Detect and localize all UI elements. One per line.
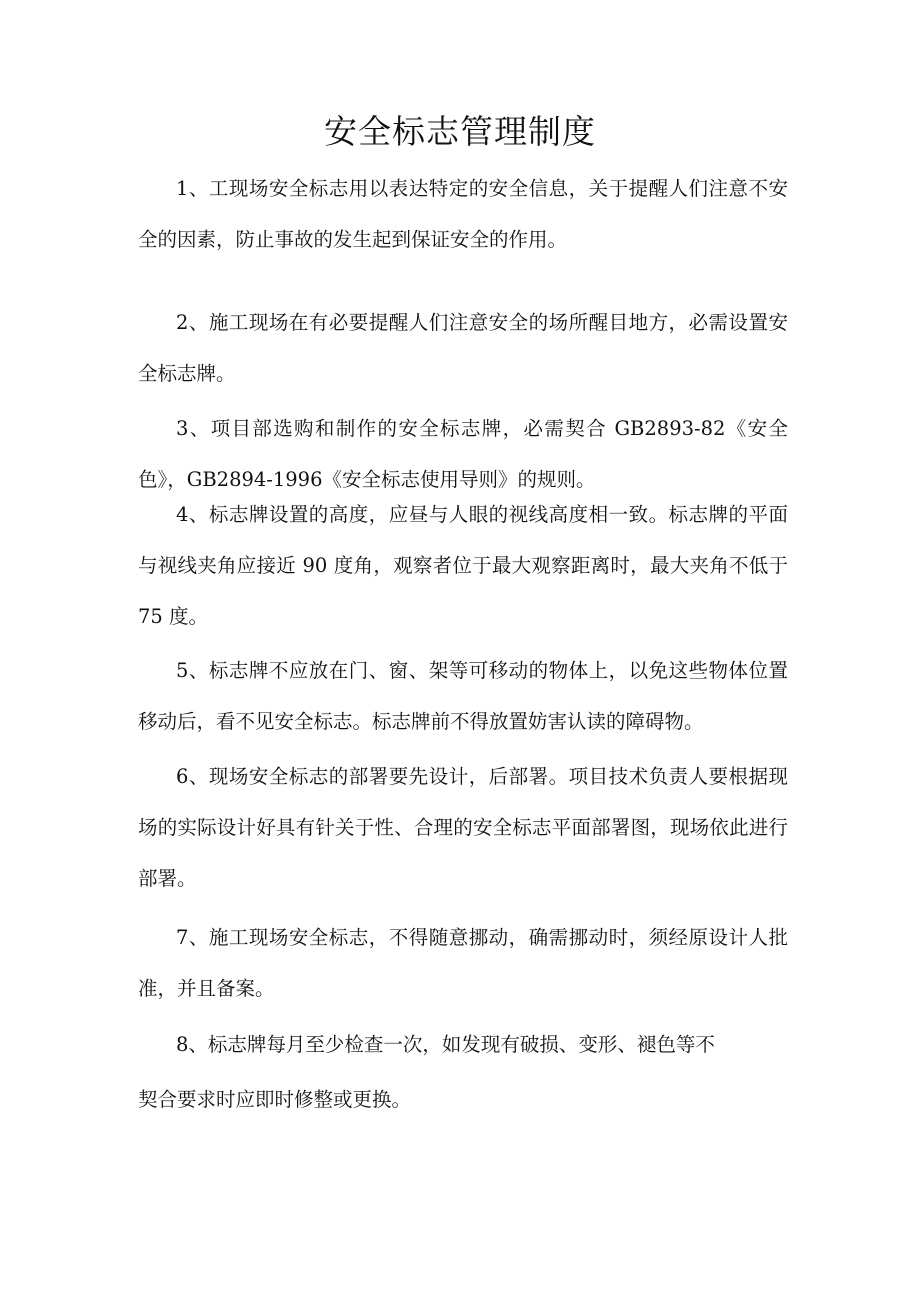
paragraph-6: 6、现场安全标志的部署要先设计，后部署。项目技术负责人要根据现场的实际设计好具有针关于性、合理的安全标志平面部署图，现场依此进行部署。 <box>138 765 788 890</box>
paragraph-2: 2、施工现场在有必要提醒人们注意安全的场所醒目地方，必需设置安全标志牌。 <box>138 311 788 385</box>
paragraph-7: 7、施工现场安全标志，不得随意挪动，确需挪动时，须经原设计人批准，并且备案。 <box>138 926 788 1000</box>
paragraph-3: 3、项目部选购和制作的安全标志牌，必需契合 GB2893-82《安全色》，GB2894-1996《安全标志使用导则》的规则。 <box>138 417 788 491</box>
paragraph-1: 1、工现场安全标志用以表达特定的安全信息，关于提醒人们注意不安全的因素，防止事故的发生起到保证安全的作用。 <box>138 177 788 251</box>
paragraph-4: 4、标志牌设置的高度，应昼与人眼的视线高度相一致。标志牌的平面与视线夹角应接近 90 度角，观察者位于最大观察距离时，最大夹角不低于 75 度。 <box>138 503 788 628</box>
document-title: 安全标志管理制度 <box>324 112 596 151</box>
paragraph-8-line-1: 8、标志牌每月至少检查一次，如发现有破损、变形、褪色等不 <box>176 1033 715 1056</box>
paragraph-8-line-2: 契合要求时应即时修整或更换。 <box>138 1088 412 1111</box>
paragraph-5: 5、标志牌不应放在门、窗、架等可移动的物体上，以免这些物体位置移动后，看不见安全标志。标志牌前不得放置妨害认读的障碍物。 <box>138 659 788 733</box>
